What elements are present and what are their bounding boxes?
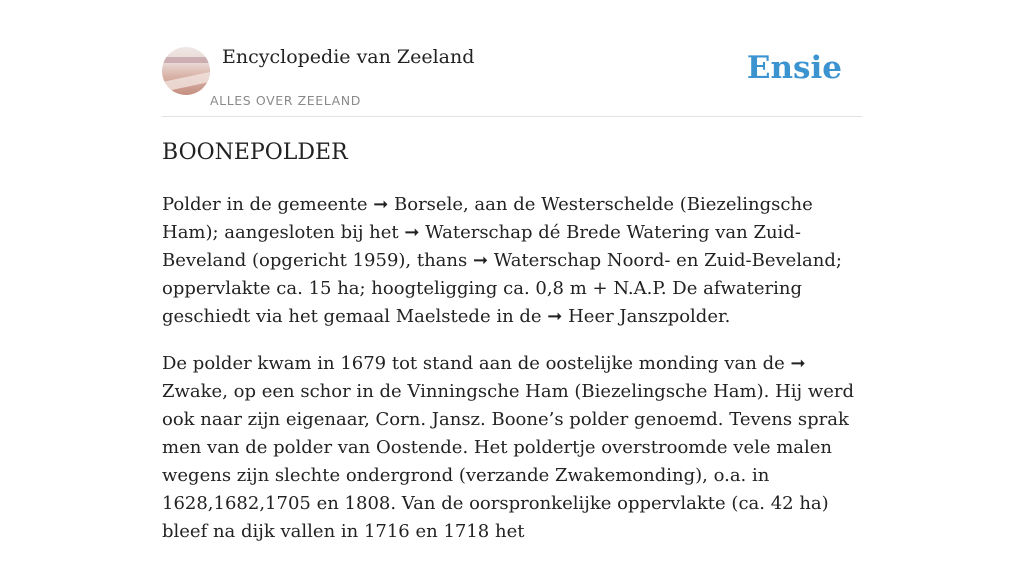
text-span: Polder in de gemeente [162, 194, 374, 215]
article-paragraph [162, 191, 862, 331]
page-container [162, 0, 862, 542]
avatar-band [162, 57, 210, 63]
text-span: ; oppervlakte ca. 15 ha; hoogteligging ca. 0,8 m + N.A.P. De afwatering geschiedt via het gemaal Maelstede in de [162, 250, 842, 327]
site-avatar[interactable] [162, 47, 210, 95]
site-header [162, 0, 862, 117]
site-title[interactable]: Encyclopedie van Zeeland [222, 46, 475, 68]
link-waterschap-noord-zuid-beveland[interactable]: ➞ Waterschap Noord- en Zuid-Beveland [472, 250, 836, 271]
link-zwake[interactable]: ➞ Zwake [162, 353, 806, 402]
article-title: BOONEPOLDER [162, 140, 348, 165]
avatar-band [162, 72, 210, 92]
text-span: . [724, 306, 731, 327]
site-subtitle: ALLES OVER ZEELAND [210, 93, 361, 108]
link-waterschap-brede-watering[interactable]: ➞ Waterschap dé Brede Watering van Zuid-Beveland [162, 222, 801, 271]
text-span: De polder kwam in 1679 tot stand aan de oostelijke monding van de [162, 353, 791, 374]
text-span: (opgericht 1959), thans [246, 250, 473, 271]
link-heer-janszpolder[interactable]: ➞ Heer Janszpolder [547, 306, 725, 327]
text-span: , aan de Westerschelde (Biezelingsche Ham); aangesloten bij het [162, 194, 813, 243]
article-body [162, 191, 862, 565]
link-borsele[interactable]: ➞ Borsele [373, 194, 463, 215]
article-paragraph [162, 350, 862, 546]
brand-logo[interactable]: Ensie [746, 50, 842, 86]
text-span: , op een schor in de Vinningsche Ham (Biezelingsche Ham). Hij werd ook naar zijn eigenaar, Corn. Jansz. Boone’s polder genoemd. Tevens sprak men van de polder van Oostende. Het poldertje overstroomde vele malen wegens zijn slechte ondergrond (verzande Zwakemonding), o.a. in 1628,1682,1705 en 1808. Van de oorspronkelijke oppervlakte (ca. 42 ha) bleef na dijk vallen in 1716 en 1718 het [162, 381, 855, 542]
